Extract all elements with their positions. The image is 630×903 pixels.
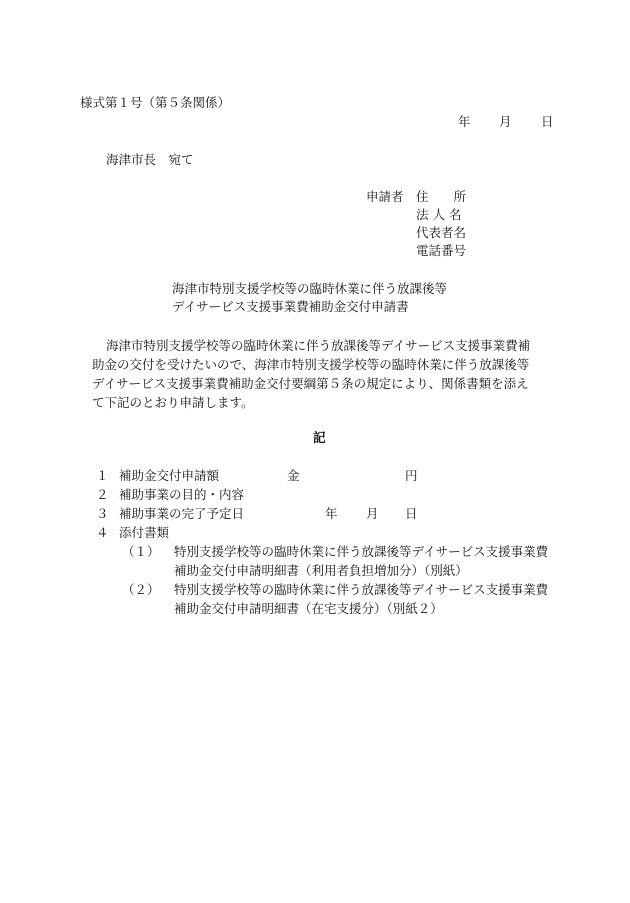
addressee: 海津市長 宛て [106, 152, 194, 167]
item4-number: ４ [96, 525, 109, 540]
body-line-2: 助金の交付を受けたいので、海津市特別支援学校等の臨時休業に伴う放課後等 [92, 357, 530, 372]
attachment2-line2: 補助金交付申請明細書（在宅支援分）（別紙２） [174, 601, 443, 616]
date-month-label: 月 [499, 114, 512, 129]
attachment2-line1: 特別支援学校等の臨時休業に伴う放課後等デイサービス支援事業費 [174, 582, 549, 597]
applicant-representative-label: 代表者名 [416, 225, 467, 240]
item3-number: ３ [96, 506, 109, 521]
attachment1-number: （１） [122, 544, 160, 559]
ki-heading: 記 [313, 430, 326, 445]
applicant-corp-name-label: 法 人 名 [416, 207, 462, 222]
applicant-phone-label: 電話番号 [416, 243, 467, 258]
date-year-label: 年 [458, 114, 471, 129]
form-number: 様式第１号（第５条関係） [80, 95, 231, 110]
document-title-line2: デイサービス支援事業費補助金交付申請書 [172, 299, 409, 314]
attachment1-line1: 特別支援学校等の臨時休業に伴う放課後等デイサービス支援事業費 [174, 544, 549, 559]
body-line-3: デイサービス支援事業費補助金交付要綱第５条の規定により、関係書類を添え [92, 376, 529, 391]
date-day-label: 日 [541, 114, 554, 129]
item1-label: 補助金交付申請額 [119, 468, 220, 483]
item3-label: 補助事業の完了予定日 [119, 506, 245, 521]
item4-label: 添付書類 [119, 525, 170, 540]
applicant-label: 申請者 [366, 189, 404, 204]
item1-kin-label: 金 [287, 468, 300, 483]
attachment1-line2: 補助金交付申請明細書（利用者負担増加分）（別紙） [174, 563, 468, 578]
document-title-line1: 海津市特別支援学校等の臨時休業に伴う放課後等 [172, 281, 448, 296]
body-line-1: 海津市特別支援学校等の臨時休業に伴う放課後等デイサービス支援事業費補 [106, 338, 531, 353]
item2-number: ２ [96, 487, 109, 502]
attachment2-number: （２） [122, 582, 160, 597]
applicant-address-label: 住 所 [416, 189, 467, 204]
item3-year-label: 年 [325, 506, 338, 521]
body-line-4: て下記のとおり申請します。 [92, 395, 254, 410]
item3-day-label: 日 [405, 506, 418, 521]
item1-number: １ [96, 468, 109, 483]
item1-yen-label: 円 [405, 468, 418, 483]
item2-label: 補助事業の目的・内容 [119, 487, 245, 502]
item3-month-label: 月 [366, 506, 379, 521]
